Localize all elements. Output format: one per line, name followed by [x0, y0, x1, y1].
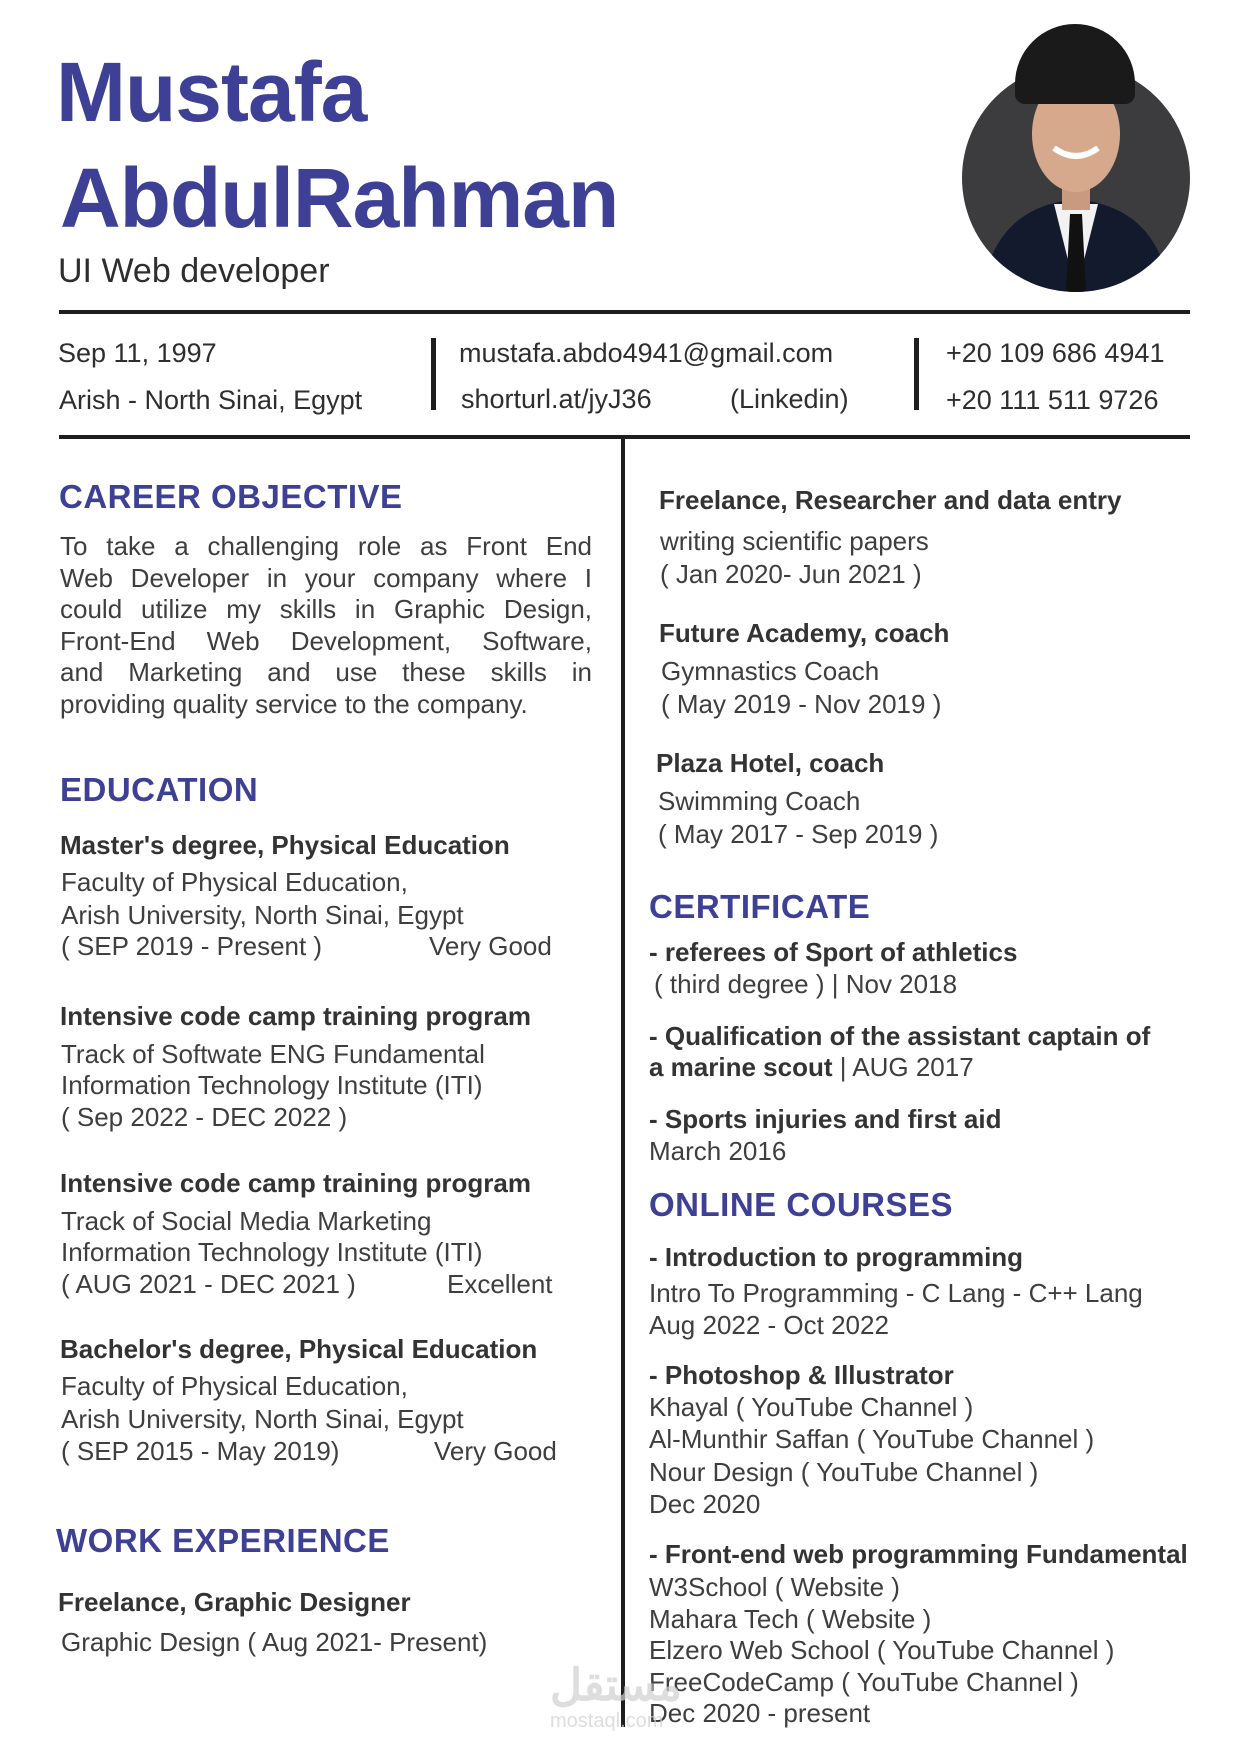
course-line: Intro To Programming - C Lang - C++ Lang — [649, 1278, 1143, 1308]
section-heading-work: WORK EXPERIENCE — [56, 1522, 390, 1559]
location: Arish - North Sinai, Egypt — [59, 385, 363, 415]
education-line: Information Technology Institute (ITI) — [61, 1237, 483, 1267]
linkedin-label: (Linkedin) — [730, 384, 849, 414]
job-title: UI Web developer — [58, 252, 330, 290]
work-line: Graphic Design ( Aug 2021- Present) — [61, 1627, 488, 1657]
education-title: Bachelor's degree, Physical Education — [60, 1334, 538, 1364]
career-line: providing quality service to the company. — [60, 689, 528, 719]
work-line: writing scientific papers — [660, 526, 929, 556]
education-grade: Very Good — [429, 931, 552, 961]
date-of-birth: Sep 11, 1997 — [58, 338, 217, 368]
course-line: Mahara Tech ( Website ) — [649, 1604, 932, 1634]
certificate-title: - Qualification of the assistant captain of — [649, 1021, 1151, 1051]
education-line: Faculty of Physical Education, — [61, 1371, 408, 1401]
work-title: Future Academy, coach — [659, 618, 950, 648]
course-line: Dec 2020 — [649, 1489, 761, 1519]
work-date: ( May 2019 - Nov 2019 ) — [661, 689, 942, 719]
education-title: Intensive code camp training program — [60, 1001, 531, 1031]
education-date: ( SEP 2015 - May 2019) — [61, 1436, 340, 1466]
phone-1[interactable]: +20 109 686 4941 — [946, 338, 1165, 368]
watermark-logo: مستقل — [550, 1661, 682, 1710]
education-title: Intensive code camp training program — [60, 1168, 531, 1198]
section-heading-certificate: CERTIFICATE — [649, 888, 871, 925]
section-heading-career: CAREER OBJECTIVE — [59, 478, 403, 515]
certificate-title: - referees of Sport of athletics — [649, 937, 1018, 967]
phone-2[interactable]: +20 111 511 9726 — [946, 385, 1159, 415]
course-line: Khayal ( YouTube Channel ) — [649, 1392, 974, 1422]
hair-shape — [1015, 24, 1135, 104]
certificate-line: ( third degree ) | Nov 2018 — [654, 969, 958, 999]
section-heading-courses: ONLINE COURSES — [649, 1186, 954, 1223]
course-line: Aug 2022 - Oct 2022 — [649, 1310, 889, 1340]
work-date: ( Jan 2020- Jun 2021 ) — [660, 559, 922, 589]
education-grade: Excellent — [447, 1269, 553, 1299]
work-title: Plaza Hotel, coach — [656, 748, 885, 778]
work-line: Swimming Coach — [658, 786, 861, 816]
first-name: Mustafa — [56, 45, 367, 139]
course-line: FreeCodeCamp ( YouTube Channel ) — [649, 1667, 1079, 1697]
work-line: Gymnastics Coach — [661, 656, 880, 686]
education-line: Faculty of Physical Education, — [61, 867, 408, 897]
email-link[interactable]: mustafa.abdo4941@gmail.com — [459, 338, 834, 368]
watermark-site: mostaql.com — [550, 1710, 664, 1732]
certificate-date: | AUG 2017 — [832, 1052, 974, 1082]
certificate-title: - Sports injuries and first aid — [649, 1104, 1002, 1134]
course-title: - Photoshop & Illustrator — [649, 1360, 954, 1390]
course-line: Dec 2020 - present — [649, 1698, 871, 1728]
education-grade: Very Good — [434, 1436, 557, 1466]
course-line: W3School ( Website ) — [649, 1572, 900, 1602]
section-heading-education: EDUCATION — [60, 771, 259, 808]
education-date: ( Sep 2022 - DEC 2022 ) — [61, 1102, 348, 1132]
education-line: Arish University, North Sinai, Egypt — [61, 1404, 464, 1434]
info-separator — [431, 338, 436, 410]
career-line: To take a challenging role as Front End — [60, 531, 592, 561]
certificate-line: March 2016 — [649, 1136, 787, 1166]
certificate-title-cont: a marine scout — [649, 1052, 833, 1082]
career-line: and Marketing and use these skills in — [60, 657, 592, 687]
education-title: Master's degree, Physical Education — [60, 830, 510, 860]
info-separator — [914, 338, 919, 410]
course-title: - Introduction to programming — [649, 1242, 1024, 1272]
career-line: Web Developer in your company where I — [60, 563, 592, 593]
career-line: Front-End Web Development, Software, — [60, 626, 592, 656]
work-title: Freelance, Graphic Designer — [58, 1587, 411, 1617]
course-title: - Front-end web programming Fundamental — [649, 1539, 1188, 1569]
education-line: Arish University, North Sinai, Egypt — [61, 900, 464, 930]
linkedin-link[interactable]: shorturl.at/jyJ36 — [461, 384, 652, 414]
education-date: ( SEP 2019 - Present ) — [61, 931, 323, 961]
career-line: could utilize my skills in Graphic Design, — [60, 594, 592, 624]
work-title: Freelance, Researcher and data entry — [659, 485, 1122, 515]
course-line: Elzero Web School ( YouTube Channel ) — [649, 1635, 1115, 1665]
education-line: Track of Softwate ENG Fundamental — [61, 1039, 485, 1069]
education-date: ( AUG 2021 - DEC 2021 ) — [61, 1269, 356, 1299]
top-rule — [59, 310, 1190, 314]
course-line: Nour Design ( YouTube Channel ) — [649, 1457, 1039, 1487]
certificate-line — [649, 1049, 974, 1085]
last-name: AbdulRahman — [60, 151, 619, 245]
column-divider — [621, 439, 625, 1727]
education-line: Information Technology Institute (ITI) — [61, 1070, 483, 1100]
course-line: Al-Munthir Saffan ( YouTube Channel ) — [649, 1424, 1095, 1454]
education-line: Track of Social Media Marketing — [61, 1206, 432, 1236]
work-date: ( May 2017 - Sep 2019 ) — [658, 819, 939, 849]
